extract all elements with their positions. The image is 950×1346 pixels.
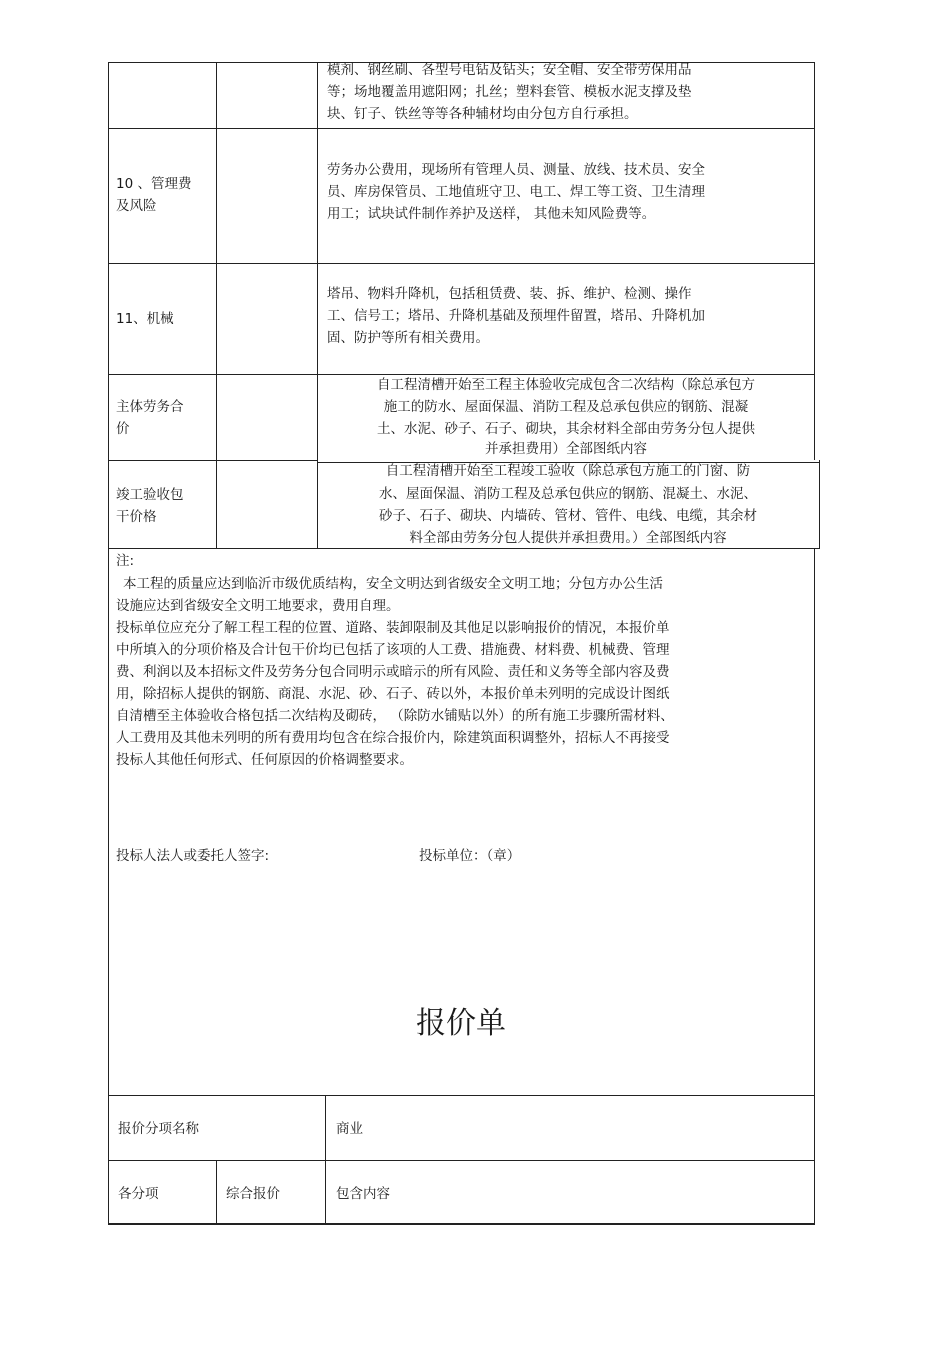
row3-content-line3: 土、水泥、砂子、石子、砌块，其余材料全部由劳务分包人提供 xyxy=(377,421,755,437)
border-left xyxy=(108,62,109,1225)
quote-title: 报价单 xyxy=(416,1006,506,1041)
notes-line-9: 投标人其他任何形式、任何原因的价格调整要求。 xyxy=(116,752,413,768)
quote-col-a xyxy=(216,1160,217,1224)
row-line-1 xyxy=(108,128,815,129)
notes-line-5: 费、利润以及本招标文件及劳务分包合同明示或暗示的所有风险、责任和义务等全部内容及费 xyxy=(116,664,670,680)
quote-line-mid xyxy=(108,1160,815,1161)
row4-content-line1: 自工程清槽开始至工程竣工验收（除总承包方施工的门窗、防 xyxy=(385,463,751,479)
row2-name-line1: 11、机械 xyxy=(116,311,174,327)
quote-line-top xyxy=(108,1095,815,1096)
notes-line-7: 自清槽至主体验收合格包括二次结构及砌砖， （除防水铺贴以外）的所有施工步骤所需材料、 xyxy=(116,708,674,724)
row2-content-line2: 工、信号工；塔吊、升降机基础及预埋件留置，塔吊、升降机加 xyxy=(327,308,705,324)
notes-line-8: 人工费用及其他未列明的所有费用均包含在综合报价内，除建筑面积调整外，招标人不再接受 xyxy=(116,730,670,746)
row3-name-line2: 价 xyxy=(116,421,130,437)
notes-line-1: 本工程的质量应达到临沂市级优质结构，安全文明达到省级安全文明工地；分包方办公生活 xyxy=(123,576,663,592)
row3-content-line4: 并承担费用）全部图纸内容 xyxy=(485,441,647,457)
row1-content-line1: 劳务办公费用，现场所有管理人员、测量、放线、技术员、安全 xyxy=(327,162,705,178)
quote-name-value: 商业 xyxy=(336,1121,363,1137)
row1-name-line2: 及风险 xyxy=(116,198,157,214)
col-divider-1 xyxy=(216,62,217,549)
notes-line-4: 中所填入的分项价格及合计包干价均已包括了该项的人工费、措施费、材料费、机械费、管理 xyxy=(116,642,670,658)
row4-name-line1: 竣工验收包 xyxy=(116,487,184,503)
quote-col-b xyxy=(325,1095,326,1224)
row0-content-line2: 等；场地覆盖用遮阳网；扎丝；塑料套管、模板水泥支撑及垫 xyxy=(327,84,692,100)
row1-name-line1: 10 、管理费 xyxy=(116,176,192,192)
row0-content-line3: 块、钉子、铁丝等等各种辅材均由分包方自行承担。 xyxy=(327,106,638,122)
quote-name-label: 报价分项名称 xyxy=(118,1121,199,1137)
notes-line-3: 投标单位应充分了解工程工程的位置、道路、装卸限制及其他足以影响报价的情况，本报价单 xyxy=(116,620,670,636)
quote-line-bottom xyxy=(108,1223,815,1225)
row2-content-line3: 固、防护等所有相关费用。 xyxy=(327,330,489,346)
row4-content-line2: 水、屋面保温、消防工程及总承包供应的钢筋、混凝土、水泥、 xyxy=(379,486,757,502)
bidder-seal-label: 投标单位：（章） xyxy=(419,848,521,864)
row3-name-line1: 主体劳务合 xyxy=(116,399,184,415)
row4-content-line3: 砂子、石子、砌块、内墙砖、管材、管件、电线、电缆，其余材 xyxy=(379,508,757,524)
row4-name-line2: 干价格 xyxy=(116,509,157,525)
row3-content-line1: 自工程清槽开始至工程主体验收完成包含二次结构（除总承包方 xyxy=(377,377,755,393)
quote-col-items: 各分项 xyxy=(118,1186,159,1202)
row0-content-line1: 模剂、钢丝刷、各型号电钻及钻头；安全帽、安全带劳保用品 xyxy=(327,62,692,78)
border-right-offset xyxy=(819,460,820,549)
row1-content-line3: 用工；试块试件制作养护及送样， 其他未知风险费等。 xyxy=(327,206,656,222)
row-line-2 xyxy=(108,263,815,264)
border-right-lower xyxy=(814,549,815,1225)
row-line-4a xyxy=(108,460,318,461)
quote-col-content: 包含内容 xyxy=(336,1186,390,1202)
row1-content-line2: 员、库房保管员、工地值班守卫、电工、焊工等工资、卫生清理 xyxy=(327,184,705,200)
row3-content-line2: 施工的防水、屋面保温、消防工程及总承包供应的钢筋、混凝 xyxy=(383,399,749,415)
signature-label: 投标人法人或委托人签字: xyxy=(116,848,270,864)
row2-content-line1: 塔吊、物料升降机，包括租赁费、装、拆、维护、检测、操作 xyxy=(327,286,692,302)
notes-label: 注: xyxy=(116,553,135,569)
row4-content-line4: 料全部由劳务分包人提供并承担费用。）全部图纸内容 xyxy=(409,530,727,546)
border-right-upper xyxy=(814,62,815,460)
notes-line-2: 设施应达到省级安全文明工地要求，费用自理。 xyxy=(116,598,400,614)
quote-col-price: 综合报价 xyxy=(226,1186,280,1202)
notes-line-6: 用，除招标人提供的钢筋、商混、水泥、砂、石子、砖以外，本报价单未列明的完成设计图纸 xyxy=(116,686,670,702)
